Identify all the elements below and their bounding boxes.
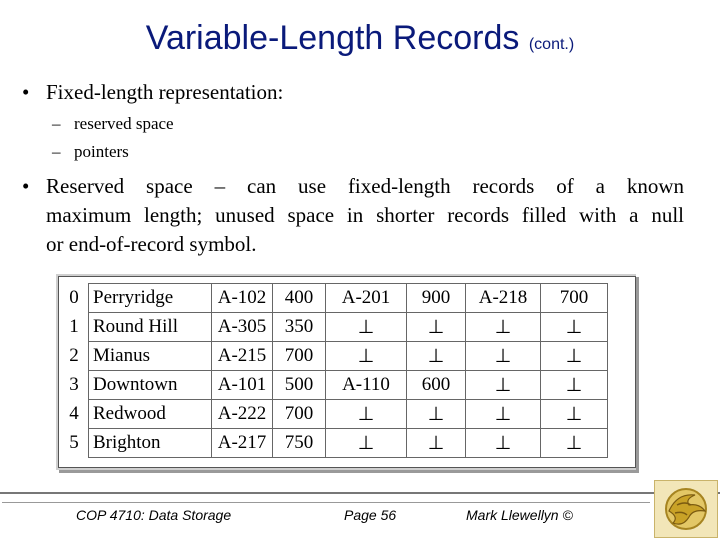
pegasus-logo-icon [655, 481, 717, 537]
null-symbol-cell: ⊥ [466, 371, 541, 400]
null-symbol-cell: ⊥ [541, 342, 608, 371]
row-index: 3 [69, 374, 79, 395]
bullet-text: Fixed-length representation: [46, 80, 284, 104]
row-index: 5 [69, 432, 79, 453]
account-cell: A-217 [212, 429, 273, 458]
balance-cell: 750 [273, 429, 326, 458]
paragraph-line: maximum length; unused space in shorter records filled with a null [46, 203, 684, 227]
bullet-dot: • [22, 174, 30, 198]
balance-cell: 400 [273, 284, 326, 313]
account-cell: A-102 [212, 284, 273, 313]
null-symbol-cell: ⊥ [326, 313, 407, 342]
bullet-paragraph [46, 172, 684, 259]
balance-cell: 700 [273, 400, 326, 429]
row-index: 2 [69, 345, 79, 366]
bullet-dot: • [22, 80, 30, 104]
null-symbol-cell: ⊥ [326, 342, 407, 371]
subitem-text: pointers [74, 142, 129, 161]
row-index: 4 [69, 403, 79, 424]
account-cell: A-201 [326, 284, 407, 313]
account-cell: A-305 [212, 313, 273, 342]
null-symbol-cell: ⊥ [541, 313, 608, 342]
footer-course: COP 4710: Data Storage [76, 507, 232, 523]
subitem-text: reserved space [74, 114, 174, 133]
subitem-reserved-space [52, 112, 174, 136]
footer-divider [0, 492, 720, 494]
balance-cell: 500 [273, 371, 326, 400]
account-cell: A-101 [212, 371, 273, 400]
branch-name-cell: Brighton [89, 429, 212, 458]
table-row [60, 284, 608, 313]
table-row [60, 400, 608, 429]
paragraph-line: or end-of-record symbol. [46, 232, 257, 256]
table-row [60, 371, 608, 400]
null-symbol-cell: ⊥ [326, 400, 407, 429]
branch-name-cell: Redwood [89, 400, 212, 429]
logo [654, 480, 718, 538]
null-symbol-cell: ⊥ [407, 429, 466, 458]
null-symbol-cell: ⊥ [407, 342, 466, 371]
table-row [60, 342, 608, 371]
dash-marker: – [52, 142, 61, 161]
row-index: 1 [69, 316, 79, 337]
row-index: 0 [69, 287, 79, 308]
account-cell: A-110 [326, 371, 407, 400]
null-symbol-cell: ⊥ [466, 313, 541, 342]
null-symbol-cell: ⊥ [541, 429, 608, 458]
subitem-pointers [52, 140, 129, 164]
null-symbol-cell: ⊥ [541, 400, 608, 429]
balance-cell: 700 [273, 342, 326, 371]
null-symbol-cell: ⊥ [466, 429, 541, 458]
balance-cell: 350 [273, 313, 326, 342]
branch-name-cell: Perryridge [89, 284, 212, 313]
null-symbol-cell: ⊥ [407, 400, 466, 429]
dash-marker: – [52, 114, 61, 133]
footer-page-number: Page 56 [344, 507, 397, 523]
footer-author: Mark Llewellyn © [466, 507, 573, 523]
slide-title-main: Variable-Length Records [145, 19, 520, 57]
branch-name-cell: Downtown [89, 371, 212, 400]
slide-title [0, 18, 720, 65]
branch-name-cell: Round Hill [89, 313, 212, 342]
balance-cell: 700 [541, 284, 608, 313]
table-row [60, 429, 608, 458]
account-cell: A-222 [212, 400, 273, 429]
paragraph-line: Reserved space – can use fixed-length records of a known [46, 174, 684, 198]
null-symbol-cell: ⊥ [541, 371, 608, 400]
account-cell: A-218 [466, 284, 541, 313]
null-symbol-cell: ⊥ [466, 342, 541, 371]
balance-cell: 900 [407, 284, 466, 313]
records-table [60, 283, 608, 458]
branch-name-cell: Mianus [89, 342, 212, 371]
account-cell: A-215 [212, 342, 273, 371]
slide-title-sub: (cont.) [528, 36, 575, 53]
null-symbol-cell: ⊥ [466, 400, 541, 429]
balance-cell: 600 [407, 371, 466, 400]
null-symbol-cell: ⊥ [407, 313, 466, 342]
null-symbol-cell: ⊥ [326, 429, 407, 458]
table-row [60, 313, 608, 342]
